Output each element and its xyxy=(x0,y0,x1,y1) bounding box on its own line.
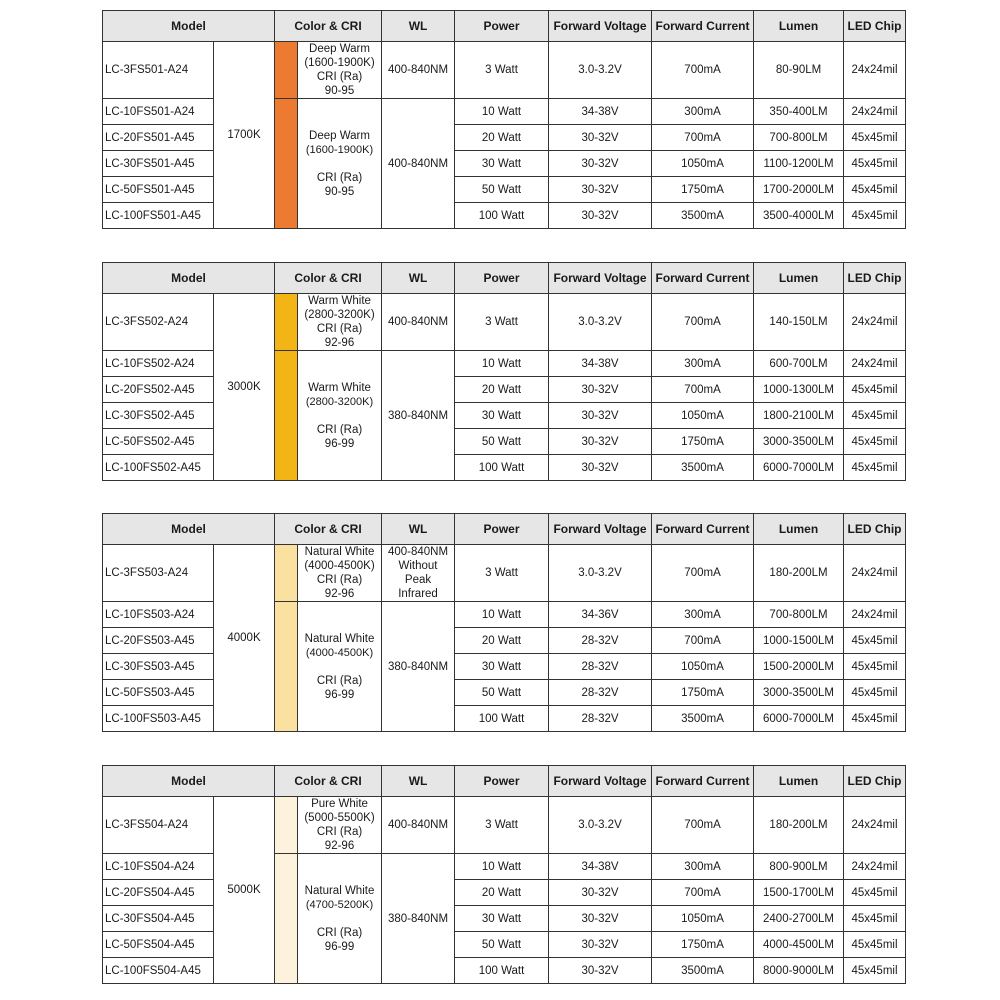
color-range: (1600-1900K) xyxy=(305,143,374,156)
header-wl: WL xyxy=(382,11,455,42)
current-cell: 700mA xyxy=(652,628,754,654)
cri-value: 90-95 xyxy=(324,85,355,97)
current-cell: 1050mA xyxy=(652,654,754,680)
header-led-chip: LED Chip xyxy=(844,263,906,294)
voltage-cell: 28-32V xyxy=(549,706,652,732)
color-range: (2800-3200K) xyxy=(305,395,374,408)
table-row xyxy=(103,294,906,351)
model-cell: LC-10FS502-A24 xyxy=(103,351,214,377)
header-color-cri: Color & CRI xyxy=(275,263,382,294)
current-cell: 1050mA xyxy=(652,906,754,932)
color-swatch xyxy=(275,42,298,99)
color-name: Warm White xyxy=(308,295,371,307)
cct-cell: 4000K xyxy=(214,545,275,732)
spec-table-4000k xyxy=(102,513,906,732)
power-cell: 20 Watt xyxy=(455,628,549,654)
current-cell: 700mA xyxy=(652,797,754,854)
lumen-cell: 180-200LM xyxy=(754,545,844,602)
chip-cell: 45x45mil xyxy=(844,880,906,906)
model-cell: LC-100FS501-A45 xyxy=(103,203,214,229)
color-description xyxy=(298,99,382,229)
voltage-cell: 3.0-3.2V xyxy=(549,797,652,854)
color-name: Pure White xyxy=(311,798,368,810)
cri-value: 96-99 xyxy=(324,940,355,953)
chip-cell: 24x24mil xyxy=(844,99,906,125)
model-cell: LC-30FS502-A45 xyxy=(103,403,214,429)
wl-cell: 400-840NM xyxy=(382,294,455,351)
voltage-cell: 3.0-3.2V xyxy=(549,42,652,99)
voltage-cell: 30-32V xyxy=(549,958,652,984)
chip-cell: 45x45mil xyxy=(844,177,906,203)
current-cell: 700mA xyxy=(652,125,754,151)
wl-cell: 380-840NM xyxy=(382,351,455,481)
power-cell: 3 Watt xyxy=(455,797,549,854)
voltage-cell: 34-38V xyxy=(549,854,652,880)
chip-cell: 45x45mil xyxy=(844,429,906,455)
lumen-cell: 1100-1200LM xyxy=(754,151,844,177)
model-cell: LC-50FS502-A45 xyxy=(103,429,214,455)
current-cell: 700mA xyxy=(652,42,754,99)
current-cell: 1750mA xyxy=(652,932,754,958)
color-description xyxy=(298,42,382,99)
voltage-cell: 30-32V xyxy=(549,151,652,177)
header-power: Power xyxy=(455,514,549,545)
color-description xyxy=(298,545,382,602)
voltage-cell: 30-32V xyxy=(549,932,652,958)
power-cell: 100 Watt xyxy=(455,203,549,229)
voltage-cell: 30-32V xyxy=(549,177,652,203)
lumen-cell: 6000-7000LM xyxy=(754,455,844,481)
header-lumen: Lumen xyxy=(754,514,844,545)
power-cell: 30 Watt xyxy=(455,654,549,680)
model-cell: LC-100FS502-A45 xyxy=(103,455,214,481)
voltage-cell: 28-32V xyxy=(549,628,652,654)
power-cell: 20 Watt xyxy=(455,125,549,151)
model-cell: LC-20FS502-A45 xyxy=(103,377,214,403)
lumen-cell: 8000-9000LM xyxy=(754,958,844,984)
header-wl: WL xyxy=(382,766,455,797)
color-swatch xyxy=(275,545,298,602)
lumen-cell: 3000-3500LM xyxy=(754,680,844,706)
model-cell: LC-100FS503-A45 xyxy=(103,706,214,732)
model-cell: LC-3FS503-A24 xyxy=(103,545,214,602)
color-name: Natural White xyxy=(304,632,375,645)
chip-cell: 24x24mil xyxy=(844,602,906,628)
lumen-cell: 350-400LM xyxy=(754,99,844,125)
lumen-cell: 600-700LM xyxy=(754,351,844,377)
model-cell: LC-3FS504-A24 xyxy=(103,797,214,854)
power-cell: 30 Watt xyxy=(455,906,549,932)
chip-cell: 45x45mil xyxy=(844,680,906,706)
header-row xyxy=(103,514,906,545)
color-name: Deep Warm xyxy=(309,43,370,55)
wl-cell: 400-840NM xyxy=(382,99,455,229)
lumen-cell: 1500-2000LM xyxy=(754,654,844,680)
color-range: (4000-4500K) xyxy=(304,560,375,572)
lumen-cell: 800-900LM xyxy=(754,854,844,880)
color-description xyxy=(298,294,382,351)
header-row xyxy=(103,766,906,797)
model-cell: LC-50FS503-A45 xyxy=(103,680,214,706)
header-forward-voltage: Forward Voltage xyxy=(549,263,652,294)
current-cell: 300mA xyxy=(652,99,754,125)
wl-cell: 380-840NM xyxy=(382,602,455,732)
color-swatch xyxy=(275,351,298,481)
lumen-cell: 1500-1700LM xyxy=(754,880,844,906)
header-led-chip: LED Chip xyxy=(844,514,906,545)
current-cell: 300mA xyxy=(652,351,754,377)
header-color-cri: Color & CRI xyxy=(275,514,382,545)
model-cell: LC-10FS503-A24 xyxy=(103,602,214,628)
current-cell: 3500mA xyxy=(652,455,754,481)
header-led-chip: LED Chip xyxy=(844,766,906,797)
chip-cell: 45x45mil xyxy=(844,706,906,732)
chip-cell: 45x45mil xyxy=(844,906,906,932)
voltage-cell: 30-32V xyxy=(549,429,652,455)
current-cell: 300mA xyxy=(652,602,754,628)
cri-label: CRI (Ra) xyxy=(316,674,363,687)
header-model: Model xyxy=(103,11,275,42)
voltage-cell: 3.0-3.2V xyxy=(549,545,652,602)
color-range: (4000-4500K) xyxy=(305,646,374,659)
cri-value: 92-96 xyxy=(324,840,355,852)
header-model: Model xyxy=(103,514,275,545)
chip-cell: 24x24mil xyxy=(844,545,906,602)
chip-cell: 45x45mil xyxy=(844,455,906,481)
lumen-cell: 3000-3500LM xyxy=(754,429,844,455)
voltage-cell: 34-38V xyxy=(549,351,652,377)
current-cell: 3500mA xyxy=(652,706,754,732)
chip-cell: 45x45mil xyxy=(844,403,906,429)
model-cell: LC-3FS502-A24 xyxy=(103,294,214,351)
power-cell: 20 Watt xyxy=(455,377,549,403)
header-lumen: Lumen xyxy=(754,263,844,294)
model-cell: LC-30FS504-A45 xyxy=(103,906,214,932)
voltage-cell: 30-32V xyxy=(549,403,652,429)
model-cell: LC-20FS503-A45 xyxy=(103,628,214,654)
header-power: Power xyxy=(455,263,549,294)
voltage-cell: 28-32V xyxy=(549,654,652,680)
power-cell: 3 Watt xyxy=(455,42,549,99)
current-cell: 1750mA xyxy=(652,177,754,203)
model-cell: LC-100FS504-A45 xyxy=(103,958,214,984)
wl-cell: 400-840NM xyxy=(382,42,455,99)
lumen-cell: 1800-2100LM xyxy=(754,403,844,429)
cri-label: CRI (Ra) xyxy=(316,171,363,184)
spec-table-3000k xyxy=(102,262,906,481)
power-cell: 3 Watt xyxy=(455,294,549,351)
header-power: Power xyxy=(455,11,549,42)
chip-cell: 24x24mil xyxy=(844,294,906,351)
current-cell: 1750mA xyxy=(652,680,754,706)
voltage-cell: 30-32V xyxy=(549,203,652,229)
current-cell: 300mA xyxy=(652,854,754,880)
current-cell: 700mA xyxy=(652,880,754,906)
power-cell: 10 Watt xyxy=(455,99,549,125)
power-cell: 10 Watt xyxy=(455,351,549,377)
chip-cell: 24x24mil xyxy=(844,854,906,880)
chip-cell: 45x45mil xyxy=(844,958,906,984)
model-cell: LC-20FS501-A45 xyxy=(103,125,214,151)
wl-cell: 400-840NM Without Peak Infrared xyxy=(382,545,455,602)
lumen-cell: 700-800LM xyxy=(754,125,844,151)
power-cell: 3 Watt xyxy=(455,545,549,602)
lumen-cell: 1700-2000LM xyxy=(754,177,844,203)
chip-cell: 45x45mil xyxy=(844,377,906,403)
cri-value: 96-99 xyxy=(324,437,355,450)
power-cell: 50 Watt xyxy=(455,177,549,203)
header-forward-current: Forward Current xyxy=(652,11,754,42)
header-forward-current: Forward Current xyxy=(652,514,754,545)
voltage-cell: 30-32V xyxy=(549,880,652,906)
current-cell: 700mA xyxy=(652,294,754,351)
cri-label: CRI (Ra) xyxy=(316,826,363,838)
current-cell: 3500mA xyxy=(652,958,754,984)
cri-label: CRI (Ra) xyxy=(316,423,363,436)
model-cell: LC-50FS504-A45 xyxy=(103,932,214,958)
chip-cell: 45x45mil xyxy=(844,151,906,177)
cri-label: CRI (Ra) xyxy=(316,323,363,335)
lumen-cell: 140-150LM xyxy=(754,294,844,351)
header-forward-current: Forward Current xyxy=(652,766,754,797)
power-cell: 30 Watt xyxy=(455,151,549,177)
color-swatch xyxy=(275,797,298,854)
chip-cell: 24x24mil xyxy=(844,351,906,377)
voltage-cell: 34-38V xyxy=(549,99,652,125)
wl-cell: 400-840NM xyxy=(382,797,455,854)
header-color-cri: Color & CRI xyxy=(275,11,382,42)
cri-value: 92-96 xyxy=(324,337,355,349)
cri-value: 92-96 xyxy=(324,588,355,600)
color-description xyxy=(298,602,382,732)
current-cell: 700mA xyxy=(652,377,754,403)
spec-table-1700k xyxy=(102,10,906,229)
power-cell: 20 Watt xyxy=(455,880,549,906)
voltage-cell: 28-32V xyxy=(549,680,652,706)
lumen-cell: 700-800LM xyxy=(754,602,844,628)
power-cell: 50 Watt xyxy=(455,429,549,455)
lumen-cell: 3500-4000LM xyxy=(754,203,844,229)
model-cell: LC-20FS504-A45 xyxy=(103,880,214,906)
current-cell: 1750mA xyxy=(652,429,754,455)
header-model: Model xyxy=(103,263,275,294)
color-range: (5000-5500K) xyxy=(304,812,375,824)
header-forward-voltage: Forward Voltage xyxy=(549,766,652,797)
header-row xyxy=(103,263,906,294)
color-range: (2800-3200K) xyxy=(304,309,375,321)
voltage-cell: 3.0-3.2V xyxy=(549,294,652,351)
lumen-cell: 180-200LM xyxy=(754,797,844,854)
header-row xyxy=(103,11,906,42)
power-cell: 50 Watt xyxy=(455,680,549,706)
chip-cell: 45x45mil xyxy=(844,654,906,680)
chip-cell: 24x24mil xyxy=(844,42,906,99)
color-swatch xyxy=(275,854,298,984)
color-name: Warm White xyxy=(308,381,371,394)
chip-cell: 45x45mil xyxy=(844,125,906,151)
color-range: (4700-5200K) xyxy=(305,898,374,911)
header-wl: WL xyxy=(382,514,455,545)
cri-value: 90-95 xyxy=(324,185,355,198)
lumen-cell: 4000-4500LM xyxy=(754,932,844,958)
cct-cell: 3000K xyxy=(214,294,275,481)
color-name: Natural White xyxy=(304,546,375,558)
cct-cell: 5000K xyxy=(214,797,275,984)
current-cell: 700mA xyxy=(652,545,754,602)
header-power: Power xyxy=(455,766,549,797)
model-cell: LC-10FS501-A24 xyxy=(103,99,214,125)
header-lumen: Lumen xyxy=(754,766,844,797)
chip-cell: 45x45mil xyxy=(844,932,906,958)
power-cell: 100 Watt xyxy=(455,958,549,984)
header-forward-voltage: Forward Voltage xyxy=(549,514,652,545)
chip-cell: 45x45mil xyxy=(844,203,906,229)
lumen-cell: 1000-1500LM xyxy=(754,628,844,654)
table-row xyxy=(103,797,906,854)
color-name: Deep Warm xyxy=(309,129,370,142)
color-description xyxy=(298,351,382,481)
chip-cell: 24x24mil xyxy=(844,797,906,854)
current-cell: 1050mA xyxy=(652,403,754,429)
cri-label: CRI (Ra) xyxy=(316,926,363,939)
color-description xyxy=(298,797,382,854)
lumen-cell: 1000-1300LM xyxy=(754,377,844,403)
color-description xyxy=(298,854,382,984)
voltage-cell: 30-32V xyxy=(549,125,652,151)
voltage-cell: 34-36V xyxy=(549,602,652,628)
power-cell: 100 Watt xyxy=(455,455,549,481)
table-row xyxy=(103,545,906,602)
header-lumen: Lumen xyxy=(754,11,844,42)
header-forward-voltage: Forward Voltage xyxy=(549,11,652,42)
color-swatch xyxy=(275,602,298,732)
model-cell: LC-50FS501-A45 xyxy=(103,177,214,203)
lumen-cell: 2400-2700LM xyxy=(754,906,844,932)
lumen-cell: 6000-7000LM xyxy=(754,706,844,732)
voltage-cell: 30-32V xyxy=(549,377,652,403)
color-name: Natural White xyxy=(304,884,375,897)
header-forward-current: Forward Current xyxy=(652,263,754,294)
model-cell: LC-10FS504-A24 xyxy=(103,854,214,880)
table-row xyxy=(103,42,906,99)
header-model: Model xyxy=(103,766,275,797)
voltage-cell: 30-32V xyxy=(549,455,652,481)
model-cell: LC-30FS501-A45 xyxy=(103,151,214,177)
header-color-cri: Color & CRI xyxy=(275,766,382,797)
chip-cell: 45x45mil xyxy=(844,628,906,654)
spec-table-5000k xyxy=(102,765,906,984)
cct-cell: 1700K xyxy=(214,42,275,229)
voltage-cell: 30-32V xyxy=(549,906,652,932)
color-range: (1600-1900K) xyxy=(304,57,375,69)
current-cell: 3500mA xyxy=(652,203,754,229)
wl-cell: 380-840NM xyxy=(382,854,455,984)
header-wl: WL xyxy=(382,263,455,294)
cri-label: CRI (Ra) xyxy=(316,574,363,586)
header-led-chip: LED Chip xyxy=(844,11,906,42)
color-swatch xyxy=(275,294,298,351)
power-cell: 30 Watt xyxy=(455,403,549,429)
cri-label: CRI (Ra) xyxy=(316,71,363,83)
power-cell: 10 Watt xyxy=(455,602,549,628)
power-cell: 100 Watt xyxy=(455,706,549,732)
current-cell: 1050mA xyxy=(652,151,754,177)
lumen-cell: 80-90LM xyxy=(754,42,844,99)
model-cell: LC-3FS501-A24 xyxy=(103,42,214,99)
cri-value: 96-99 xyxy=(324,688,355,701)
color-swatch xyxy=(275,99,298,229)
model-cell: LC-30FS503-A45 xyxy=(103,654,214,680)
power-cell: 10 Watt xyxy=(455,854,549,880)
power-cell: 50 Watt xyxy=(455,932,549,958)
